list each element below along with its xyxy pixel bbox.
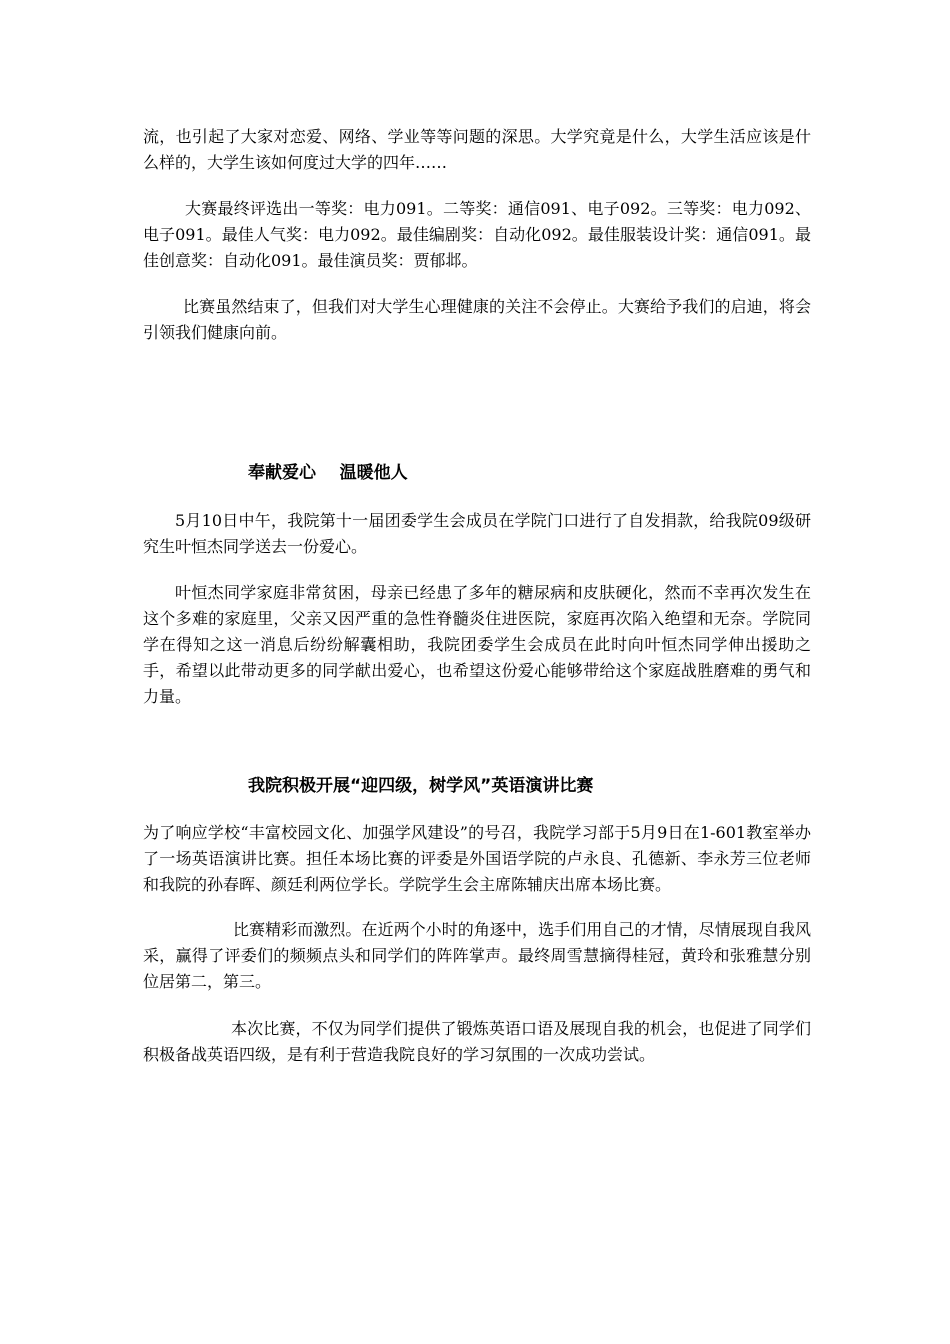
article2-paragraph-2: 比赛精彩而激烈。在近两个小时的角逐中，选手们用自己的才情，尽情展现自我风采，赢得了评委们的频频点头和同学们的阵阵掌声。最终周雪慧摘得桂冠，黄玲和张雅慧分别位居第二，第三。 xyxy=(143,920,811,991)
intro-paragraph-1: 流，也引起了大家对恋爱、网络、学业等等问题的深思。大学究竟是什么，大学生活应该是什么样的，大学生该如何度过大学的四年…… xyxy=(143,127,811,172)
article1-title: 奉献爱心 温暖他人 xyxy=(248,463,408,483)
article2-paragraph-3: 本次比赛，不仅为同学们提供了锻炼英语口语及展现自我的机会，也促进了同学们积极备战英语四级，是有利于营造我院良好的学习氛围的一次成功尝试。 xyxy=(143,1019,811,1064)
article1-paragraph-1: 5月10日中午，我院第十一届团委学生会成员在学院门口进行了自发捐款，给我院09级研究生叶恒杰同学送去一份爱心。 xyxy=(143,511,811,556)
article2-title: 我院积极开展“迎四级，树学风”英语演讲比赛 xyxy=(248,776,594,796)
article1-paragraph-2: 叶恒杰同学家庭非常贫困，母亲已经患了多年的糖尿病和皮肤硬化，然而不幸再次发生在这个多难的家庭里，父亲又因严重的急性脊髓炎住进医院，家庭再次陷入绝望和无奈。学院同学在得知之这一消息后纷纷解囊相助，我院团委学生会成员在此时向叶恒杰同学伸出援助之手，希望以此带动更多的同学献出爱心，也希望这份爱心能够带给这个家庭战胜磨难的勇气和力量。 xyxy=(143,583,811,706)
article2-paragraph-1: 为了响应学校“丰富校园文化、加强学风建设”的号召，我院学习部于5月9日在1-601教室举办了一场英语演讲比赛。担任本场比赛的评委是外国语学院的卢永良、孔德新、李永芳三位老师和我院的孙春晖、颜廷利两位学长。学院学生会主席陈辅庆出席本场比赛。 xyxy=(143,823,811,894)
intro-paragraph-closing: 比赛虽然结束了，但我们对大学生心理健康的关注不会停止。大赛给予我们的启迪，将会引领我们健康向前。 xyxy=(143,297,811,342)
intro-paragraph-awards: 大赛最终评选出一等奖：电力091。二等奖：通信091、电子092。三等奖：电力092、电子091。最佳人气奖：电力092。最佳编剧奖：自动化092。最佳服装设计奖：通信091。最佳创意奖：自动化091。最佳演员奖：贾郁邶。 xyxy=(143,199,811,270)
